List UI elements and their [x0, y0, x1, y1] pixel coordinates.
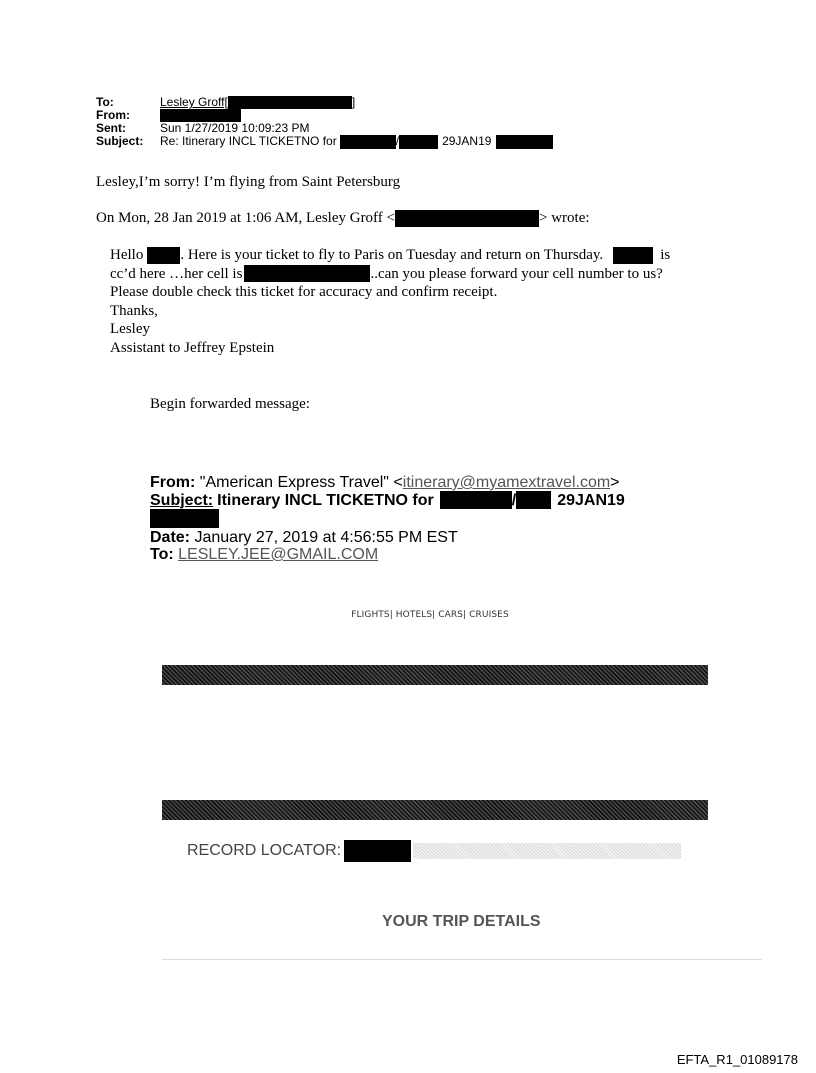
from-label: From: [96, 108, 130, 122]
quoted-text: . Here is your ticket to fly to Paris on Tuesday and return on Thursday. [180, 247, 604, 263]
subject-label: Subject: [96, 134, 144, 148]
fwd-date-value: January 27, 2019 at 4:56:55 PM EST [194, 529, 458, 546]
quoted-text: is [660, 247, 671, 263]
quoted-text: ..can you please forward your cell number to us? [370, 265, 663, 282]
forwarded-header [150, 474, 625, 563]
fwd-from-row [150, 474, 625, 491]
fwd-subject-date: 29JAN19 [557, 491, 625, 509]
quoted-text: cc’d here …her cell is [110, 265, 243, 282]
redaction-block [496, 135, 553, 149]
quoted-hello: Hello [110, 247, 144, 263]
subject-slash: / [395, 134, 400, 148]
fwd-from-email-link[interactable]: itinerary@myamextravel.com [402, 474, 611, 491]
redacted-banner [162, 665, 708, 685]
quote-intro-text: On Mon, 28 Jan 2019 at 1:06 AM, Lesley Groff < [96, 210, 395, 226]
fwd-date-row [150, 529, 625, 546]
fwd-to-row [150, 546, 625, 563]
redaction-block [399, 135, 438, 149]
fwd-subject-label: Subject: [150, 491, 214, 509]
subject-text: Re: Itinerary INCL TICKETNO for [160, 134, 337, 148]
redaction-block [244, 265, 370, 282]
redaction-block [516, 491, 551, 509]
amex-nav-links[interactable]: FLIGHTS| HOTELS| CARS| CRUISES [351, 610, 509, 620]
redacted-banner [162, 800, 708, 820]
quoted-line: Thanks, [110, 302, 158, 319]
forwarded-intro: Begin forwarded message: [150, 396, 310, 412]
quoted-line [110, 246, 670, 265]
fwd-from-close: > [610, 474, 620, 491]
fwd-subject-continuation [150, 509, 625, 528]
record-locator-label: RECORD LOCATOR: [187, 842, 342, 859]
fwd-from-label: From: [150, 474, 196, 491]
fwd-to-email-link[interactable]: LESLEY.JEE@GMAIL.COM [178, 546, 379, 563]
fwd-subject-row [150, 491, 625, 509]
quote-intro [96, 210, 590, 227]
quoted-message [110, 246, 670, 357]
redaction-block [344, 840, 411, 862]
redaction-block [340, 135, 396, 149]
record-locator [187, 840, 681, 862]
trip-details-heading: YOUR TRIP DETAILS [382, 913, 541, 930]
sent-label: Sent: [96, 121, 126, 135]
redaction-block [150, 509, 219, 528]
redaction-block [440, 491, 512, 509]
to-close-bracket: ] [351, 95, 356, 109]
quoted-line: Please double check this ticket for accuracy and confirm receipt. [110, 284, 498, 300]
redaction-block [613, 247, 653, 264]
quoted-line [110, 265, 670, 284]
fwd-to-label: To: [150, 546, 174, 563]
subject-date: 29JAN19 [442, 134, 492, 148]
to-row [96, 96, 553, 109]
fwd-date-label: Date: [150, 529, 191, 546]
fwd-subject-text: Itinerary INCL TICKETNO for [217, 491, 434, 509]
fwd-subject-slash: / [511, 491, 517, 509]
signature-title: Assistant to Jeffrey Epstein [110, 339, 275, 356]
document-id: EFTA_R1_01089178 [676, 1052, 798, 1067]
quoted-line: Lesley [110, 321, 150, 337]
divider [162, 959, 762, 960]
to-recipient[interactable]: Lesley Groff[ [160, 95, 228, 109]
fwd-from-name: "American Express Travel" < [199, 474, 403, 491]
email-header [96, 96, 553, 148]
sent-value: Sun 1/27/2019 10:09:23 PM [160, 121, 310, 135]
quote-intro-wrote: > wrote: [539, 210, 590, 226]
redaction-block [413, 843, 681, 859]
subject-row [96, 135, 553, 148]
redaction-block [147, 247, 180, 264]
redaction-block [228, 96, 352, 109]
to-label: To: [96, 95, 114, 109]
reply-body: Lesley,I’m sorry! I’m flying from Saint Petersburg [96, 174, 401, 190]
redaction-block [395, 210, 539, 227]
